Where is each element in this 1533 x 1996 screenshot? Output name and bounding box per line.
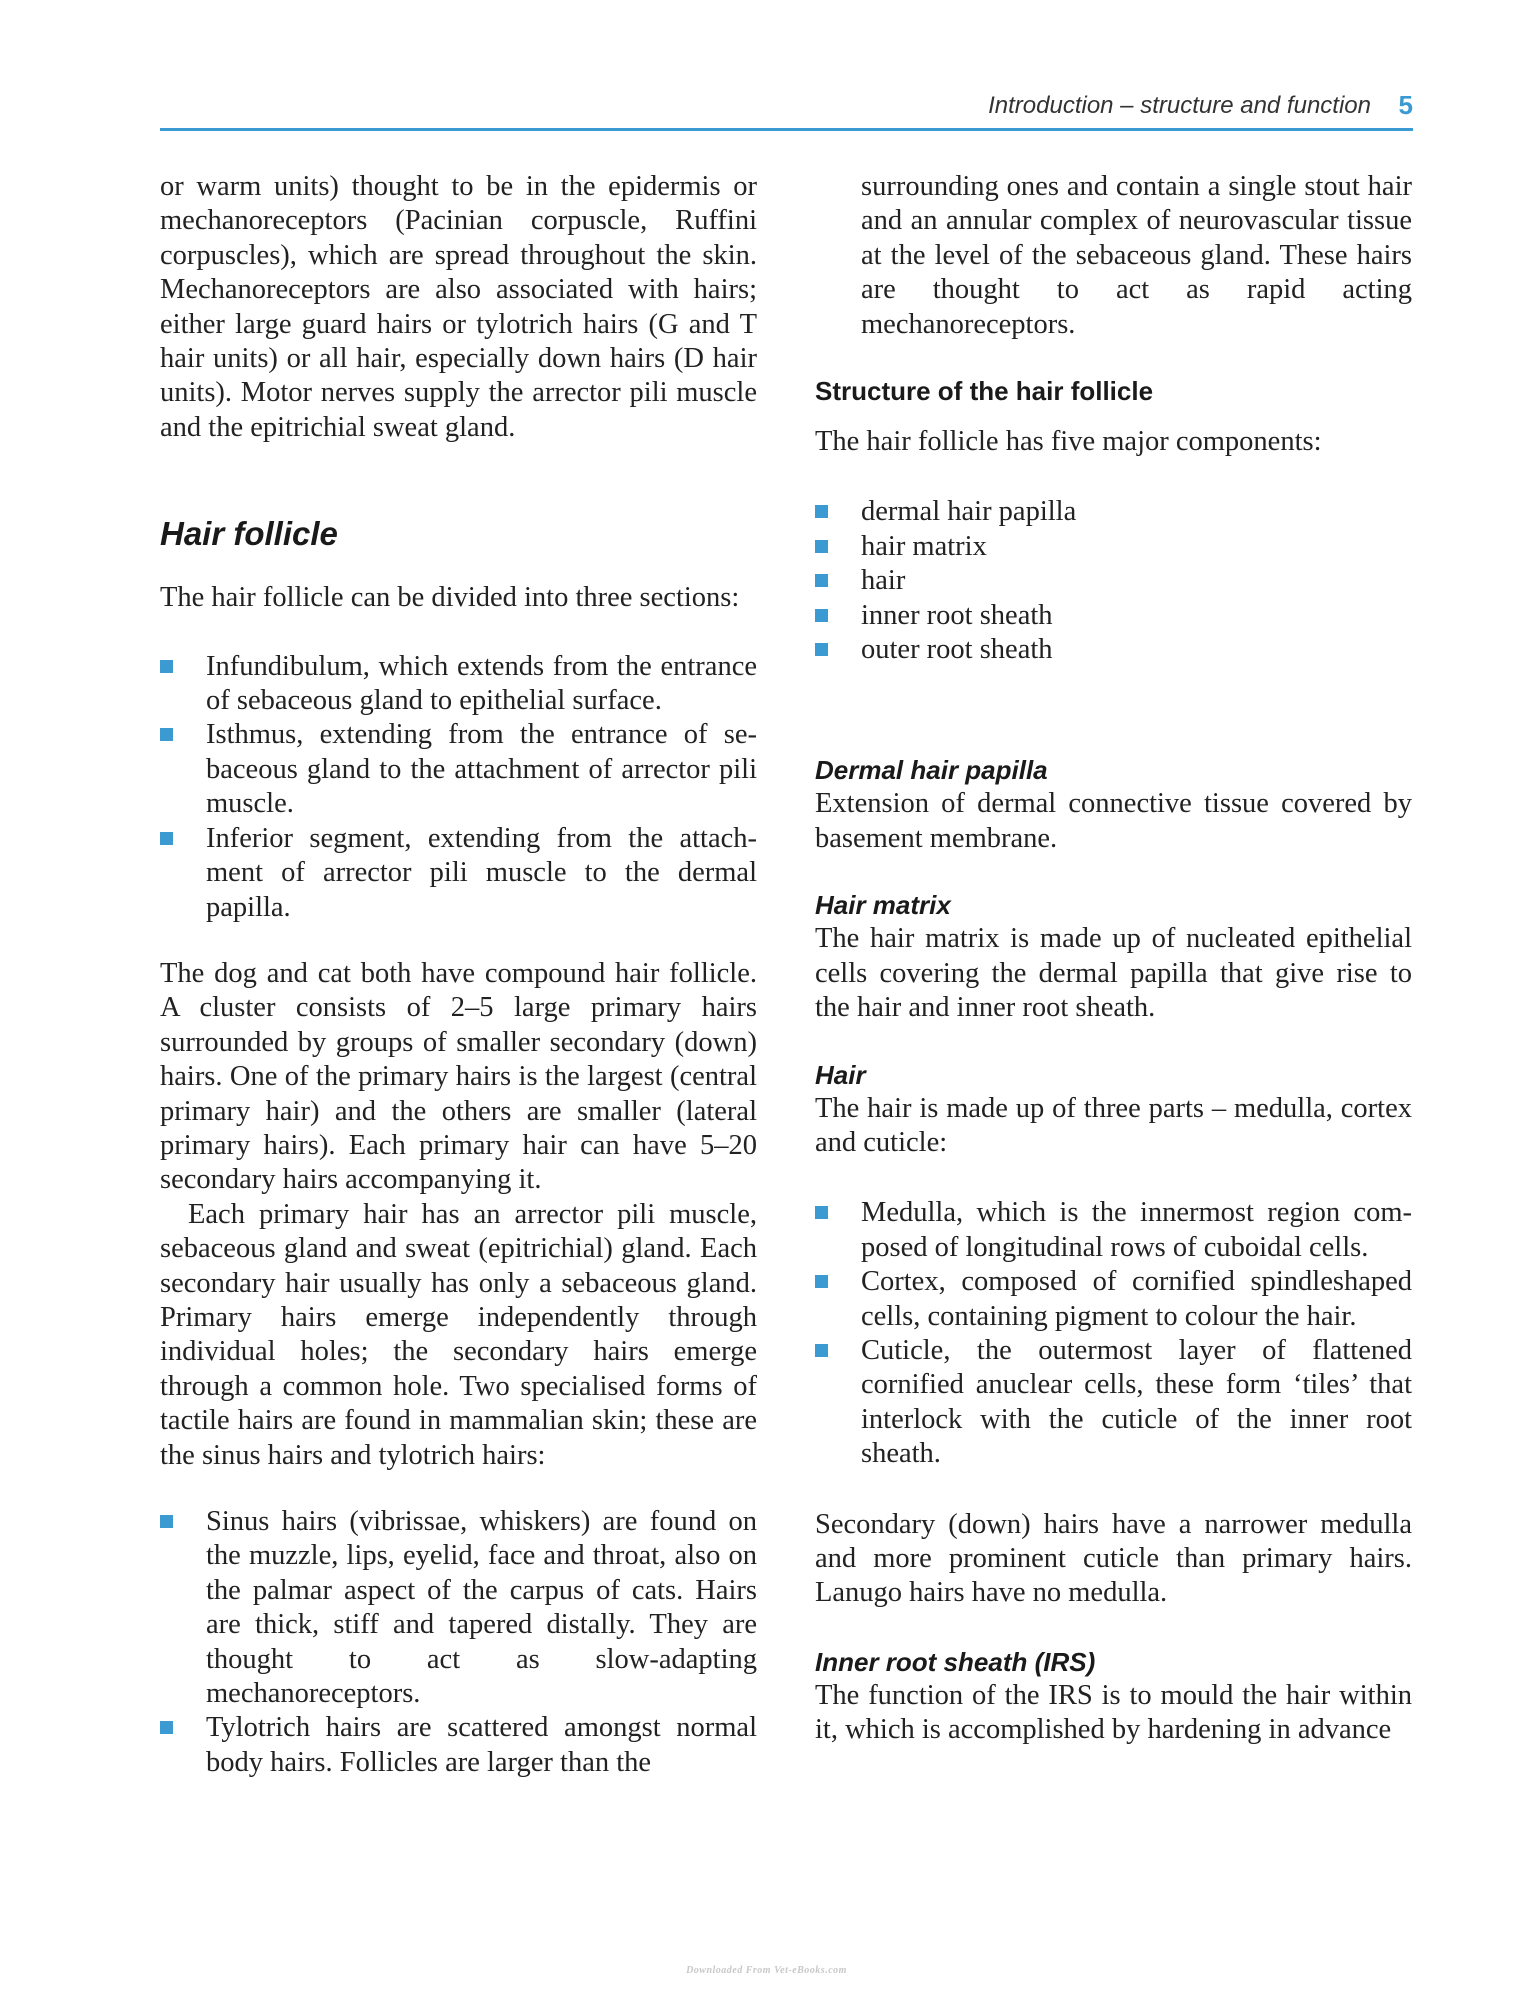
list-item: Tylotrich hairs are scattered amongst normal body hairs. Follicles are larger than the: [160, 1711, 757, 1780]
section-heading-hair-follicle: Hair follicle: [160, 515, 338, 553]
bullet-square-icon: [815, 505, 828, 518]
bullet-square-icon: [160, 1721, 173, 1734]
left-column: [160, 170, 757, 1780]
paragraph-intro: or warm units) thought to be in the epidermis or mechanoreceptors (Pacinian corpuscle, Ruffini corpuscles), which are spread throughout the skin. Mechanoreceptors are also associated with hairs; either large guard hairs or tylotrich hairs (G and T hair units) or all hair, especially down hairs (D hair units). Motor nerves supply the arrector pili muscle and the epitrichial sweat gland.: [160, 171, 757, 443]
bullet-square-icon: [815, 1206, 828, 1219]
bullet-square-icon: [815, 1344, 828, 1357]
paragraph-secondary-hairs: Secondary (down) hairs have a narrower medulla and more prominent cuticle than primary hairs. Lanugo hairs have no medulla.: [815, 1508, 1412, 1609]
paragraph-dermal-papilla: Extension of dermal connective tissue covered by basement membrane.: [815, 788, 1412, 854]
running-header: [160, 88, 1413, 131]
list-item: Cortex, composed of cornified spindleshaped cells, containing pigment to colour the hair.: [815, 1265, 1412, 1334]
paragraph-components: The hair follicle has five major components:: [815, 426, 1322, 458]
bullet-square-icon: [815, 540, 828, 553]
list-item: hair matrix: [815, 530, 1412, 564]
paragraph-compound-follicle: The dog and cat both have compound hair follicle. A cluster consists of 2–5 large primary hairs surrounded by groups of smaller secondary (down) hairs. One of the primary hairs is the largest (central primary hair) and the others are smaller (lateral primary hairs). Each primary hair can have 5–20 secondary hairs accompanying it.: [160, 957, 757, 1196]
list-item: Isthmus, extending from the entrance of sebaceous gland to the attachment of arrector pili muscle.: [160, 718, 757, 821]
minor-heading-inner-root-sheath: Inner root sheath (IRS): [815, 1646, 1096, 1677]
paragraph-inner-root-sheath: The function of the IRS is to mould the hair within it, which is accomplished by hardening in advance: [815, 1679, 1412, 1746]
paragraph-hair: The hair is made up of three parts – medulla, cortex and cuticle:: [815, 1092, 1412, 1158]
paragraph-hair-matrix: The hair matrix is made up of nucleated epithelial cells covering the dermal papilla that give rise to the hair and inner root sheath.: [815, 923, 1412, 1024]
bullet-square-icon: [815, 643, 828, 656]
list-item: Sinus hairs (vibrissae, whiskers) are found on the muzzle, lips, eyelid, face and throat, also on the palmar aspect of the carpus of cats. Hairs are thick, stiff and tapered distally. They are thought to act as slow-adapting mechanoreceptors.: [160, 1505, 757, 1711]
bullet-square-icon: [160, 728, 173, 741]
list-item: outer root sheath: [815, 633, 1412, 667]
list-item: Medulla, which is the innermost region composed of longitudinal rows of cuboidal cells.: [815, 1196, 1412, 1265]
tactile-hairs-list: [160, 1505, 757, 1780]
hair-parts-list: [815, 1196, 1412, 1471]
sections-list: [160, 650, 757, 925]
list-item: Inferior segment, extending from the attachment of arrector pili muscle to the dermal papilla.: [160, 822, 757, 925]
paragraph-sections: The hair follicle can be divided into three sections:: [160, 582, 740, 614]
bullet-square-icon: [160, 832, 173, 845]
list-item: inner root sheath: [815, 599, 1412, 633]
minor-heading-dermal-papilla: Dermal hair papilla: [815, 755, 1048, 786]
bullet-square-icon: [160, 1515, 173, 1528]
list-item: hair: [815, 564, 1412, 598]
paragraph-primary-hair: Each primary hair has an arrector pili muscle, sebaceous gland and sweat (epitrichial) gland. Each secondary hair usually has only a sebaceous gland. Primary hairs emerge independently through individual holes; the secondary hairs emerge through a common hole. Two specialised forms of tactile hairs are found in mammalian skin; these are the sinus hairs and tylotrich hairs:: [160, 1198, 757, 1471]
list-item: Cuticle, the outermost layer of flattened cornified anuclear cells, these form ‘tiles’ that interlock with the cuticle of the inner root sheath.: [815, 1334, 1412, 1472]
bullet-square-icon: [815, 574, 828, 587]
list-item-continued: surrounding ones and contain a single stout hair and an annular complex of neurovascular tissue at the level of the sebaceous gland. These hairs are thought to act as rapid acting mechanoreceptors.: [861, 171, 1412, 340]
subsection-heading-structure: Structure of the hair follicle: [815, 376, 1154, 407]
running-header-title: Introduction – structure and function: [988, 92, 1371, 119]
bullet-square-icon: [815, 609, 828, 622]
minor-heading-hair: Hair: [815, 1059, 866, 1090]
continued-list: [815, 170, 1412, 342]
list-item: dermal hair papilla: [815, 495, 1412, 529]
minor-heading-hair-matrix: Hair matrix: [815, 890, 951, 921]
footer-watermark: Downloaded From Vet-eBooks.com: [686, 1965, 847, 1976]
bullet-square-icon: [815, 1275, 828, 1288]
list-item: Infundibulum, which extends from the entrance of sebaceous gland to epithelial surface.: [160, 650, 757, 719]
bullet-square-icon: [160, 660, 173, 673]
components-list: [815, 495, 1412, 667]
page-number: 5: [1398, 90, 1413, 120]
right-column: [815, 170, 1412, 1748]
